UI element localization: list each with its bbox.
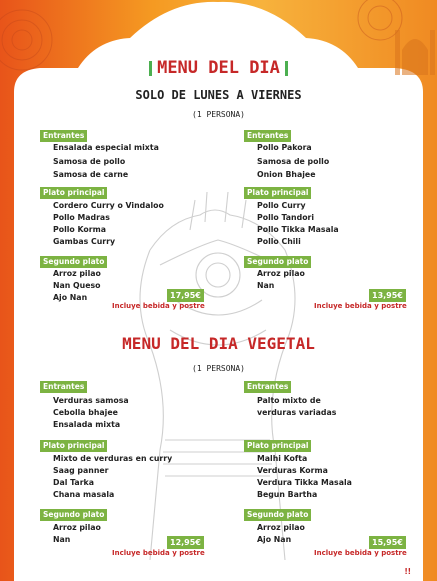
section-label-principal: Plato principal — [40, 187, 107, 199]
list-item: Ajo Nan — [257, 535, 292, 544]
allergy-notice-exclaim: !! — [404, 567, 411, 576]
includes-note: Incluye bebida y postre — [314, 549, 407, 557]
menu-persons: (1 PERSONA) — [192, 364, 245, 373]
price-badge: 17,95€ — [167, 289, 204, 302]
list-item: Pollo Korma — [53, 225, 106, 234]
list-item: Pollo Tikka Masala — [257, 225, 339, 234]
includes-note: Incluye bebida y postre — [112, 549, 205, 557]
list-item: Arroz pilao — [53, 269, 101, 278]
list-item: Saag panner — [53, 466, 109, 475]
list-item: Samosa de pollo — [257, 157, 330, 166]
list-item: Arroz pilao — [53, 523, 101, 532]
list-item: Ensalada especial mixta — [53, 143, 159, 152]
list-item: Arroz pilao — [257, 523, 305, 532]
list-item: Dal Tarka — [53, 478, 94, 487]
section-label-principal: Plato principal — [40, 440, 107, 452]
list-item: Samosa de carne — [53, 170, 129, 179]
list-item: Ensalada mixta — [53, 420, 121, 429]
section-label-principal: Plato principal — [244, 440, 311, 452]
includes-note: Incluye bebida y postre — [314, 302, 407, 310]
price-badge: 12,95€ — [167, 536, 204, 549]
price-badge: 15,95€ — [369, 536, 406, 549]
section-label-segundo: Segundo plato — [244, 256, 311, 268]
list-item: Palto mixto de — [257, 396, 321, 405]
list-item: Ajo Nan — [53, 293, 88, 302]
includes-note: Incluye bebida y postre — [112, 302, 205, 310]
section-label-segundo: Segundo plato — [40, 256, 107, 268]
list-item: Onion Bhajee — [257, 170, 316, 179]
section-label-principal: Plato principal — [244, 187, 311, 199]
list-item: Pollo Pakora — [257, 143, 312, 152]
allergy-notice-text: SI SUFRE ALGUNA ALERGIA O INTOLERANCIA ALIMENTARIA AVISE POR FAVOR AL CAMARERO — [26, 567, 405, 576]
list-item: Verduras samosa — [53, 396, 129, 405]
list-item: Mixto de verduras en curry — [53, 454, 173, 463]
vegetal-menu-title: MENU DEL DIA VEGETAL — [122, 334, 315, 353]
section-label-segundo: Segundo plato — [244, 509, 311, 521]
menu-title: MENU DEL DIA — [0, 58, 437, 78]
section-label-entrantes: Entrantes — [40, 130, 87, 142]
list-item: Cordero Curry o Vindaloo — [53, 201, 164, 210]
menu-persons: (1 PERSONA) — [192, 110, 245, 119]
allergy-notice — [0, 567, 437, 576]
section-label-entrantes: Entrantes — [244, 381, 291, 393]
list-item: Pollo Chili — [257, 237, 301, 246]
list-item: Nan — [257, 281, 275, 290]
list-item: Nan Queso — [53, 281, 101, 290]
section-label-entrantes: Entrantes — [244, 130, 291, 142]
list-item: verduras variadas — [257, 408, 337, 417]
menu-subtitle: SOLO DE LUNES A VIERNES — [135, 88, 302, 102]
list-item: Cebolla bhajee — [53, 408, 118, 417]
list-item: Pollo Curry — [257, 201, 306, 210]
list-item: Pollo Tandori — [257, 213, 315, 222]
list-item: Samosa de pollo — [53, 157, 126, 166]
list-item: Chana masala — [53, 490, 115, 499]
list-item: Pollo Madras — [53, 213, 110, 222]
list-item: Malhi Kofta — [257, 454, 308, 463]
list-item: Verduras Korma — [257, 466, 328, 475]
price-badge: 13,95€ — [369, 289, 406, 302]
list-item: Gambas Curry — [53, 237, 116, 246]
section-label-segundo: Segundo plato — [40, 509, 107, 521]
section-label-entrantes: Entrantes — [40, 381, 87, 393]
list-item: Arroz pilao — [257, 269, 305, 278]
list-item: Verdura Tikka Masala — [257, 478, 352, 487]
list-item: Begun Bartha — [257, 490, 318, 499]
list-item: Nan — [53, 535, 71, 544]
